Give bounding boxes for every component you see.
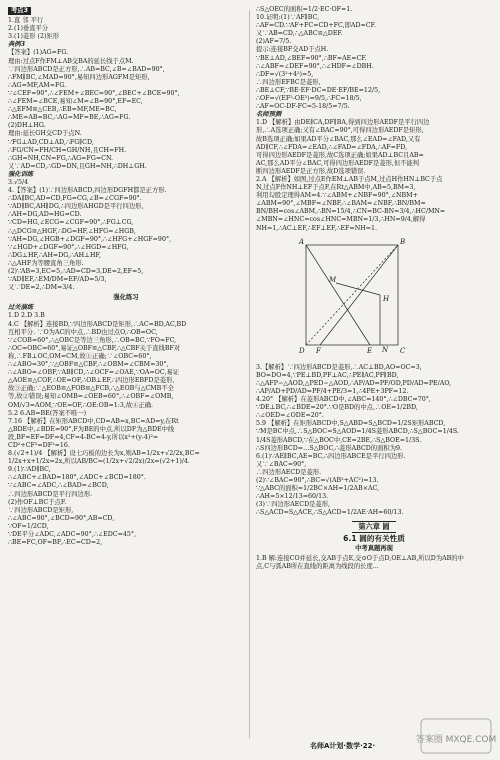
right-lines-text: ∠ABM=90°,∠MBF=∠NBF,∴∠BAM=∠NBF,∴BN/BM= xyxy=(256,200,426,208)
left-lines-text: △BDE中,∠BDE=90°,F为BE的中点,所以DF为△BDE中线 xyxy=(8,425,175,433)
right-lines-text: ∴四边形EFBC是菱形, xyxy=(256,78,321,86)
left-lines-text: ∴△AHF为等腰直角三角形. xyxy=(8,259,84,267)
left-lines-text: ∵四边形ABCD是正方形,∴AB=BC,∠B=∠BAD=90°, xyxy=(8,65,165,73)
left-lines-text: ∴△EFM≌△CEB,∴EB=MF,ME=BC, xyxy=(8,106,117,114)
right-lines-text: 名师预测 xyxy=(256,111,282,119)
left-lines-text: ∵四边形ABCD是矩形, xyxy=(8,506,74,514)
right-lines-b-text: 3.【解析】∵四边形ABCD是菱形,∴AC⊥BD,AO=OC=3, xyxy=(256,363,422,371)
left-lines-text: ∵∠ABC=∠ADC,∴∠BAD=∠BCD, xyxy=(8,482,109,490)
left-lines-text: 9.(1)∵AD∥BC, xyxy=(8,466,51,474)
right-lines-text: ∴∠ABF=∠DEF=90°,∴∠HDF=∠DBH. xyxy=(256,62,374,70)
right-lines-b-text: ∴S△ACD=S△ACE,∴S△ACD=1/2AE·AH=60/13. xyxy=(256,509,404,517)
left-lines-text: 等,故②错误;易知∠OMB=∠OEB=60°,∴∠OBF=∠OMB, xyxy=(8,393,174,401)
left-lines-text: 强化训练 xyxy=(8,170,34,178)
left-lines-text: 3.√5/4 xyxy=(8,178,29,186)
left-lines-text: 1.直 邻 平行 xyxy=(8,17,44,25)
left-lines-text: CD²+CF²=DF²=16. xyxy=(8,441,70,449)
left-lines-text: ∴四边形ABCD是平行四边形. xyxy=(8,490,93,498)
left-lines-text: ∴BE=FC,OF=BF,∴EC=CD=2, xyxy=(8,539,103,547)
right-lines-b-text: ∵△ABC的面积=1/2BC×AH=1/2AB×AC, xyxy=(256,485,380,493)
left-lines-text: OM/√3=AOM,∵OE=OF,∴OE:OB=1:3,故④正确. xyxy=(8,401,154,409)
left-lines-text: ∵FG⊥AD,CD⊥AD,∴FG∥CD, xyxy=(8,138,94,146)
right-lines-text: ∴BE⊥CF,∵BE·EF·DC=DE·EF/BE=12/5, xyxy=(256,86,381,94)
left-lines-text: ∴∠ABO=30°,∵△OBF≌△CBF,∴∠OBM=∠CBM=30°, xyxy=(8,361,169,369)
fig-label-c: C xyxy=(400,346,406,355)
right-lines-text: BN/BH=cos∠ABM,∴BN=15/4,∴CN=BC-BN=3/4,∴HC/MN= xyxy=(256,208,446,216)
right-lines-text: ∴S△OEC的面积=1/2·EC·OF=1. xyxy=(256,6,353,13)
left-lines-text xyxy=(8,6,244,17)
left-lines-text: 4.C 【解析】连接BD,∵四边形ABCD是矩形,∴AC=BD,AC,BD xyxy=(8,320,187,328)
right-column xyxy=(256,6,492,571)
left-lines-text: 强化练习 xyxy=(113,294,139,302)
left-lines-text: 故③正确;∵△EOB≌△FOB≌△FCB,∴△EOB与△CMB不全 xyxy=(8,385,174,393)
column-divider xyxy=(249,10,250,738)
left-lines-text: 1.D 2.D 3.B xyxy=(8,312,45,320)
left-column xyxy=(8,6,244,547)
right-lines-text: 形,∴A选项正确;又有∠BAC=90°,可得四边形AEDF是矩形, xyxy=(256,127,424,135)
left-lines-text: ∴AG=MF,AM=FG. xyxy=(8,81,67,89)
right-lines-b-text: 5.9 【解析】在矩形ABCD中,S△ABD=S△BCD=1/2S矩形ABCD, xyxy=(256,420,446,428)
right-lines-b-text: 6.(1)∵AE∥BC,AE=BC,∴四边形ABCE是平行四边形. xyxy=(256,452,406,460)
right-lines-text: AD∥CF,∴∠FDA=∠EAD,∴∠FAD=∠FDA,∴AF=FD, xyxy=(256,143,408,151)
fig-label-n: N xyxy=(382,345,389,354)
right-lines-text: ∴AF=OC-DF-FC=5-18/5=7/5. xyxy=(256,103,350,111)
fig-label-h: H xyxy=(383,294,390,303)
left-lines-text: ∵AH=DG,∠HGB+∠DGF=90°,∴∠HFG+∠HGF=90°, xyxy=(8,235,172,243)
left-lines-text: 又∵DE=2,∴DM=3/4. xyxy=(8,284,75,292)
left-lines-text: 4.【答案】(1)∵四边形ABCD,四边形DGFH都是正方形. xyxy=(8,187,167,195)
left-lines-text: 【答案】(1)AG=FG. xyxy=(8,49,69,57)
subsection-heading: 中考真题再现 xyxy=(355,544,393,552)
left-lines-text: ∵AD∥BC,AH∥DG,∴四边形AHGD是平行四边形, xyxy=(8,203,144,211)
left-lines-text: 2.(1)垂直平分 xyxy=(8,25,49,33)
fig-label-e: E xyxy=(367,346,373,355)
left-lines-text: ∵OF=1/2CD, xyxy=(8,522,49,530)
left-lines-text: ∴FM∥BC,∠MAD=90°,易知四边形AGFM是矩形, xyxy=(8,73,150,81)
right-lines-b-text: ∵M是BC中点,∴S△BOC=S△AOD=1/4S菱形ABCD,∴S△BOC=1/4S. xyxy=(256,428,459,436)
left-lines-text: 过关演练 xyxy=(8,304,34,312)
left-lines-text: 7.16 【解析】在矩形ABCD中,CD=AB=x,BC=AD=y,在Rt xyxy=(8,417,179,425)
left-lines-text: (2)DH⊥HG. xyxy=(8,122,46,130)
section-badge: 考点3 xyxy=(8,7,31,15)
right-tail-text: 点,C与弧AB所在直线的距离为线段的长度... xyxy=(256,562,379,570)
left-lines-text: 典例3 xyxy=(8,41,25,49)
left-lines-text: ∴∠ABC+∠BAD=180°,∠ADC+∠BCD=180°. xyxy=(8,474,146,482)
watermark-logo xyxy=(415,718,497,754)
right-lines-b-text: 又∵∠BAC=90°, xyxy=(256,460,307,468)
right-lines-text: 1.D 【解析】由DE∥CA,DF∥BA,得到四边形AEDF是平行四边 xyxy=(256,119,430,127)
section-heading: 6.1 圆的有关性质 xyxy=(343,533,405,543)
left-lines-text: (2)∵AB=3,EC=5,∴AD=CD=3,DE=2,EF=5, xyxy=(8,268,144,275)
left-lines-text: ∵∠CEF=90°,∴∠FEM+∠BEC=90°,∠BEC+∠BCE=90°, xyxy=(8,89,180,97)
left-lines-text: 8.(√2+1)/4 【解析】设七巧板的边长为x,则AB=1/2x+√2/2x,BC= xyxy=(8,450,200,458)
right-lines-text: 2.A 【解析】如图,过点E作EM⊥AB于点M,过点H作HN⊥BC于点 xyxy=(256,175,443,183)
right-lines-b-text: ∴AH=5×12/13=60/13. xyxy=(256,493,329,501)
left-lines-text: 理由:过点F作FM⊥AB交BA的延长线于点M. xyxy=(8,57,134,65)
left-lines-text: 理由:延长GH交CD于点N. xyxy=(8,130,82,138)
left-lines-text: 3.(1)菱形 (2)矩形 xyxy=(8,33,60,41)
left-lines-text: ∴∠ABC=90°,∠BCD=90°,AB=CD, xyxy=(8,514,115,522)
geometry-figure xyxy=(296,235,416,359)
right-lines-b-text: 4.20° 【解析】在菱形ABCD中,∠ABC=140°,∴∠DBC=70°, xyxy=(256,396,431,404)
left-lines-text: 1/2x+x+1/2x=2x,所以AB/BC=(1/2x+√2/2x)/2x=(√2+1)/4. xyxy=(8,458,190,466)
right-lines-text: 断四边形AEDF是正方形,故D选项错误. xyxy=(256,167,366,175)
right-lines-text: ∴DF=√(3²+4²)=5, xyxy=(256,70,314,78)
fig-label-m: M xyxy=(329,275,337,284)
right-lines-b-text: ∴S四边形BCD=…S△BOC,∴菱形ABCD的面积为9. xyxy=(256,444,403,452)
right-lines-text: 又∵AB=CD,∴△ABC≌△DEF. xyxy=(256,30,343,38)
figure-line-ae xyxy=(306,245,370,345)
right-lines-text: ∠MBN=∠HNC=cos∠HNC=MBN=1/3,∴HN=9/4,解得 xyxy=(256,216,426,224)
fig-label-a: A xyxy=(299,237,305,246)
right-lines-b-text: ∴△AFP∽△AOD,△PED∽△AOD,∴AP/AD=PF/OD,PD/AD=PE/AO, xyxy=(256,379,452,387)
left-lines-text: ∵CD=HG,∠ECG=∠CGF=90°,∴FG⊥CG, xyxy=(8,219,134,227)
right-lines-text: AC,那么AD平分∠BAC,可得四边形AEDF是菱形,但不能判 xyxy=(256,159,420,167)
right-tail-text: 1.B 解:连接CO并延长,交AB于点E,交⊙O于点D,OE⊥AB,所以D为AB的中 xyxy=(256,554,464,562)
right-lines-text: 提示:连接BF交AD于点H. xyxy=(256,46,329,54)
left-lines-text: 互相平分. ∵O为AC的中点,∴BD也过点O,∴OB=OC, xyxy=(8,328,158,336)
left-lines-text: ∴AH=DG,AD=HG=CD. xyxy=(8,211,82,219)
fig-label-f: F xyxy=(316,346,321,355)
left-lines-text: △AOE≌△COF,∴OE=OF,∴OB⊥EF,∴四边形EBFD是菱形, xyxy=(8,377,175,385)
left-lines-text: ∴ME=AB=BC,∴AG=MF=BE,∴AG=FG. xyxy=(8,114,131,122)
right-lines-b-text: (2)∵∠BAC=90°,∴BC=√(AB²+AC²)=13. xyxy=(256,477,379,485)
right-lines-text: 10.证明:(1)∵AF∥BC, xyxy=(256,14,320,22)
left-lines-text: ∴DA∥BC,AD=CD,FG=CG,∠B=∠CGF=90°. xyxy=(8,195,142,203)
left-lines-text: (2)作OF⊥BC于点F. xyxy=(8,498,67,506)
left-lines-text: 段,BF=EF=DF=4,CF=4-BC=4-y,所以x²+(y-4)²= xyxy=(8,433,159,441)
right-lines-b-text: (3)∵四边形AECD是菱形, xyxy=(256,501,331,509)
fig-label-d: D xyxy=(299,346,305,355)
page-footer: 名师A计划·数学·22· xyxy=(310,742,376,750)
left-lines-text: ∵∠HGD+∠DGF=90°,∴∠HGD=∠HFG, xyxy=(8,243,129,251)
right-lines-b-text: 1/4S菱形ABCD,∵在△BOC中,CE=2BE,∴S△BOE=1/3S. xyxy=(256,436,422,444)
watermark-text: 答案圈 MXQE.COM xyxy=(415,735,497,745)
right-lines-b-text: ∵DE⊥BC,∴∠BDE=20°.∵O是BD的中点,∴OE=1/2BD, xyxy=(256,404,418,412)
right-lines-text: NH=1,∴AC⊥EF,∴EF⊥EF,∴EF=NH=1. xyxy=(256,224,377,232)
right-lines-text: N,过点F作NH⊥EF于点F,在Rt△ABM中,AB=5,BM=3, xyxy=(256,184,416,192)
left-lines-text: 5.2 6.AB=BE(答案不唯一) xyxy=(8,409,87,417)
right-lines-text: (2)AF=7/5. xyxy=(256,38,292,46)
chapter-heading: 第六章 圆 xyxy=(256,521,492,533)
left-lines-text: 称,∴FB⊥OC,OM=CM,故①正确;∵∠OBC=60°, xyxy=(8,352,152,360)
right-lines-text: ∴OF=√(EF²-OE²)=9/5,∴FC=18/5, xyxy=(256,95,362,103)
figure-line-mh xyxy=(336,283,380,295)
left-lines-text: ∴DG⊥HF,∴AH=DG,∴AH⊥HF, xyxy=(8,251,101,259)
left-lines-text: ∴FG/CN=FH/CH=GH/NH,且CH=FH. xyxy=(8,146,127,154)
left-lines-text: ∴∠ABO=∠OBF,∵AB∥CD,∴∠OCF=∠OAE,∵OA=OC,易证 xyxy=(8,369,180,377)
right-lines-text: ∵BE⊥AD,∠BEF=90°,∴BF=AE=CF. xyxy=(256,54,367,62)
fig-label-b: B xyxy=(400,237,406,246)
left-lines-text: ∴GH=NH,CN=FG,∴AG=FG=CN. xyxy=(8,154,114,162)
left-lines-text: ∵AD∥EF,∴EM/DM=EF/AD=5/3, xyxy=(8,276,107,284)
right-lines-b-text: BO=DO=4,∵PE⊥BD,PF⊥AC,∴PE∥AC,PF∥BD, xyxy=(256,371,399,379)
right-lines-text: 利用勾股定理得AM=4.∵∠ABM+∠NBF=90°,∠NBM+ xyxy=(256,192,418,200)
right-lines-text: 可得四边形AEDF是菱形,故C选项正确;如果AD⊥BC且AB= xyxy=(256,151,424,159)
right-lines-b-text: ∴四边形AECD是菱形. xyxy=(256,468,322,476)
right-lines-text: ∴AF=CD.∵AF+FC=CD+FC,即AD=CF. xyxy=(256,22,376,30)
left-lines-text: ∵∠COB=60°,∴△OBC是等边三角形,∴OB=BC,∵FO=FC, xyxy=(8,336,177,344)
left-lines-text: 又∵AD=CD,∴GD=DN,且GH=NH,∴DH⊥GH. xyxy=(8,162,147,170)
left-lines-text: ∵DE平分∠ADC,∠ADC=90°,∴∠EDC=45°, xyxy=(8,531,137,538)
left-lines-text: ∴OC=OBC=60°,易证△OBF≌△CBF,∴△CBF关于直线BF对 xyxy=(8,344,181,352)
left-lines-text: ∴∠FEM=∠BCE,易知∠M=∠B=90°,EF=EC, xyxy=(8,98,143,106)
right-lines-b-text: ∴AP/AD+PD/AD=PF/4+PE/3=1,∴4PE+3PF=12. xyxy=(256,388,409,395)
right-lines-b-text: ∴∠OED=∠ODE=20°. xyxy=(256,412,324,420)
left-lines-text: ∴△DCG≌△HGF,∴DG=HF,∠HFG=∠HGB, xyxy=(8,227,136,235)
right-lines-text: 故B选项正确;如果AD平分∠BAC,那么∠EAD=∠FAD,又有 xyxy=(256,135,421,143)
